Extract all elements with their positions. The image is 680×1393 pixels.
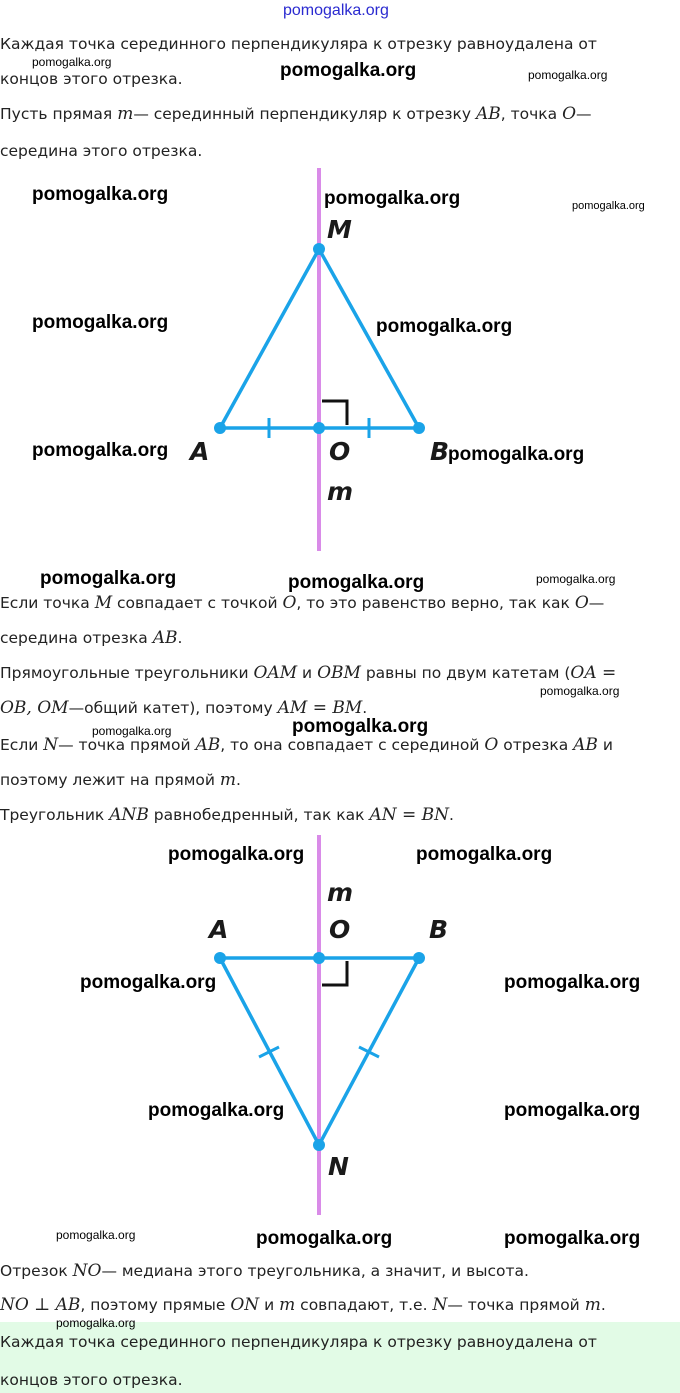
watermark: pomogalka.org: [288, 572, 425, 593]
conclusion-line-1: Каждая точка серединного перпендикуляра к отрезку равноудалена от: [0, 1333, 597, 1351]
watermark: pomogalka.org: [32, 440, 169, 461]
label-a: A: [209, 915, 229, 944]
watermark: pomogalka.org: [536, 572, 616, 586]
watermark: pomogalka.org: [40, 568, 177, 589]
watermark: pomogalka.org: [448, 444, 585, 465]
figure-1-perpendicular-bisector: [0, 165, 680, 555]
segment-am: [220, 249, 319, 428]
label-b: B: [429, 915, 449, 944]
watermark: pomogalka.org: [504, 972, 641, 993]
watermark: pomogalka.org: [280, 60, 417, 81]
label-line-m: m: [327, 477, 354, 506]
watermark: pomogalka.org: [292, 716, 429, 737]
label-o: O: [329, 915, 351, 944]
proof-line-10: поэтому лежит на прямой m.: [0, 770, 241, 790]
watermark: pomogalka.org: [504, 1100, 641, 1121]
proof-line-4: середина этого отрезка.: [0, 142, 203, 160]
watermark: pomogalka.org: [376, 316, 513, 337]
label-n: N: [328, 1152, 349, 1181]
proof-line-9: Если N— точка прямой AB, то она совпадает с серединой O отрезка AB и: [0, 735, 613, 755]
site-link[interactable]: pomogalka.org: [283, 2, 389, 19]
point-m: [313, 243, 325, 255]
point-b: [413, 422, 425, 434]
point-o: [313, 422, 325, 434]
right-angle-mark: [322, 961, 347, 985]
proof-line-6: середина отрезка AB.: [0, 628, 183, 648]
watermark: pomogalka.org: [540, 684, 620, 698]
label-line-m: m: [327, 878, 354, 907]
label-o: O: [329, 437, 351, 466]
watermark: pomogalka.org: [416, 844, 553, 865]
theorem-line-2: концов этого отрезка.: [0, 70, 183, 88]
watermark: pomogalka.org: [80, 972, 217, 993]
label-m-point: M: [327, 215, 352, 244]
watermark: pomogalka.org: [148, 1100, 285, 1121]
right-angle-mark: [322, 401, 347, 425]
point-a: [214, 952, 226, 964]
proof-line-12: Отрезок NO— медиана этого треугольника, а значит, и высота.: [0, 1261, 529, 1281]
watermark: pomogalka.org: [572, 200, 645, 212]
point-a: [214, 422, 226, 434]
proof-line-5: Если точка M совпадает с точкой O, то это равенство верно, так как O—: [0, 593, 605, 613]
label-a: A: [190, 437, 210, 466]
theorem-line-1: Каждая точка серединного перпендикуляра к отрезку равноудалена от: [0, 35, 597, 53]
point-n: [313, 1139, 325, 1151]
proof-line-13: NO ⊥ AB, поэтому прямые ON и m совпадают, т.е. N— точка прямой m.: [0, 1295, 606, 1315]
watermark: pomogalka.org: [32, 312, 169, 333]
conclusion-line-2: концов этого отрезка.: [0, 1371, 183, 1389]
label-b: B: [430, 437, 450, 466]
proof-line-7: Прямоугольные треугольники OAM и OBM равны по двум катетам (OA =: [0, 663, 617, 683]
proof-line-3: Пусть прямая m— серединный перпендикуляр к отрезку AB, точка O—: [0, 104, 592, 124]
watermark: pomogalka.org: [168, 844, 305, 865]
point-b: [413, 952, 425, 964]
figure-2-isosceles-triangle: [0, 835, 680, 1225]
watermark: pomogalka.org: [56, 1228, 136, 1242]
watermark: pomogalka.org: [504, 1228, 641, 1249]
watermark: pomogalka.org: [32, 55, 112, 69]
watermark: pomogalka.org: [92, 724, 172, 738]
watermark: pomogalka.org: [528, 68, 608, 82]
proof-line-11: Треугольник ANB равнобедренный, так как AN = BN.: [0, 805, 454, 825]
watermark: pomogalka.org: [324, 188, 461, 209]
point-o: [313, 952, 325, 964]
proof-line-8: OB, OM—общий катет), поэтому AM = BM.: [0, 698, 368, 718]
watermark: pomogalka.org: [32, 184, 169, 205]
watermark: pomogalka.org: [256, 1228, 393, 1249]
watermark: pomogalka.org: [56, 1316, 136, 1330]
